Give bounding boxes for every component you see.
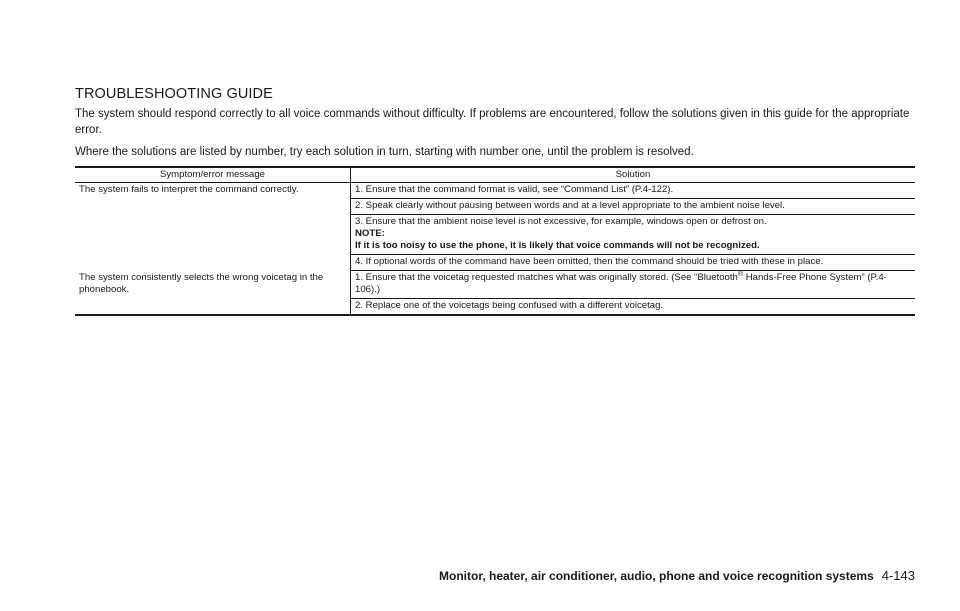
registered-mark: ® <box>737 270 744 278</box>
page-footer <box>439 568 915 583</box>
solution-text-post: Hands-Free Phone System” (P.4-106).) <box>355 272 887 295</box>
section-heading: TROUBLESHOOTING GUIDE <box>75 86 273 102</box>
page-number: 4-143 <box>881 568 915 583</box>
note-text: If it is too noisy to use the phone, it is likely that voice commands will not be recognized. <box>355 240 760 251</box>
solution-cell-with-note <box>351 215 916 255</box>
symptom-cell: The system consistently selects the wrong voicetag in the phonebook. <box>75 271 351 316</box>
intro-paragraph: The system should respond correctly to all voice commands without difficulty. If problems are encountered, follow the solutions given in this guide for the appropriate error. <box>75 108 910 136</box>
header-solution: Solution <box>615 169 651 180</box>
solution-text-pre: 1. Ensure that the voicetag requested matches what was originally stored. (See “Bluetooth <box>355 272 738 283</box>
note-label: NOTE: <box>355 228 385 239</box>
solution-cell <box>351 271 916 299</box>
symptom-cell: The system fails to interpret the command correctly. <box>75 183 351 271</box>
table-row <box>75 271 915 299</box>
solution-cell: 4. If optional words of the command have been omitted, then the command should be tried with these in place. <box>351 255 916 271</box>
footer-section-title: Monitor, heater, air conditioner, audio, phone and voice recognition systems <box>439 569 874 583</box>
table-row <box>75 183 915 199</box>
solution-cell: 2. Replace one of the voicetags being confused with a different voicetag. <box>355 300 664 311</box>
solution-text: 3. Ensure that the ambient noise level is not excessive, for example, windows open or defrost on. <box>355 216 767 227</box>
table-header-row <box>75 167 915 183</box>
solution-cell: 1. Ensure that the command format is valid, see “Command List” (P.4-122). <box>351 183 916 199</box>
header-symptom: Symptom/error message <box>75 167 351 183</box>
page-content <box>75 86 915 316</box>
troubleshooting-table <box>75 166 915 316</box>
solution-cell: 2. Speak clearly without pausing between words and at a level appropriate to the ambient noise level. <box>351 199 916 215</box>
intro-paragraph-2: Where the solutions are listed by number, try each solution in turn, starting with number one, until the problem is resolved. <box>75 146 694 158</box>
